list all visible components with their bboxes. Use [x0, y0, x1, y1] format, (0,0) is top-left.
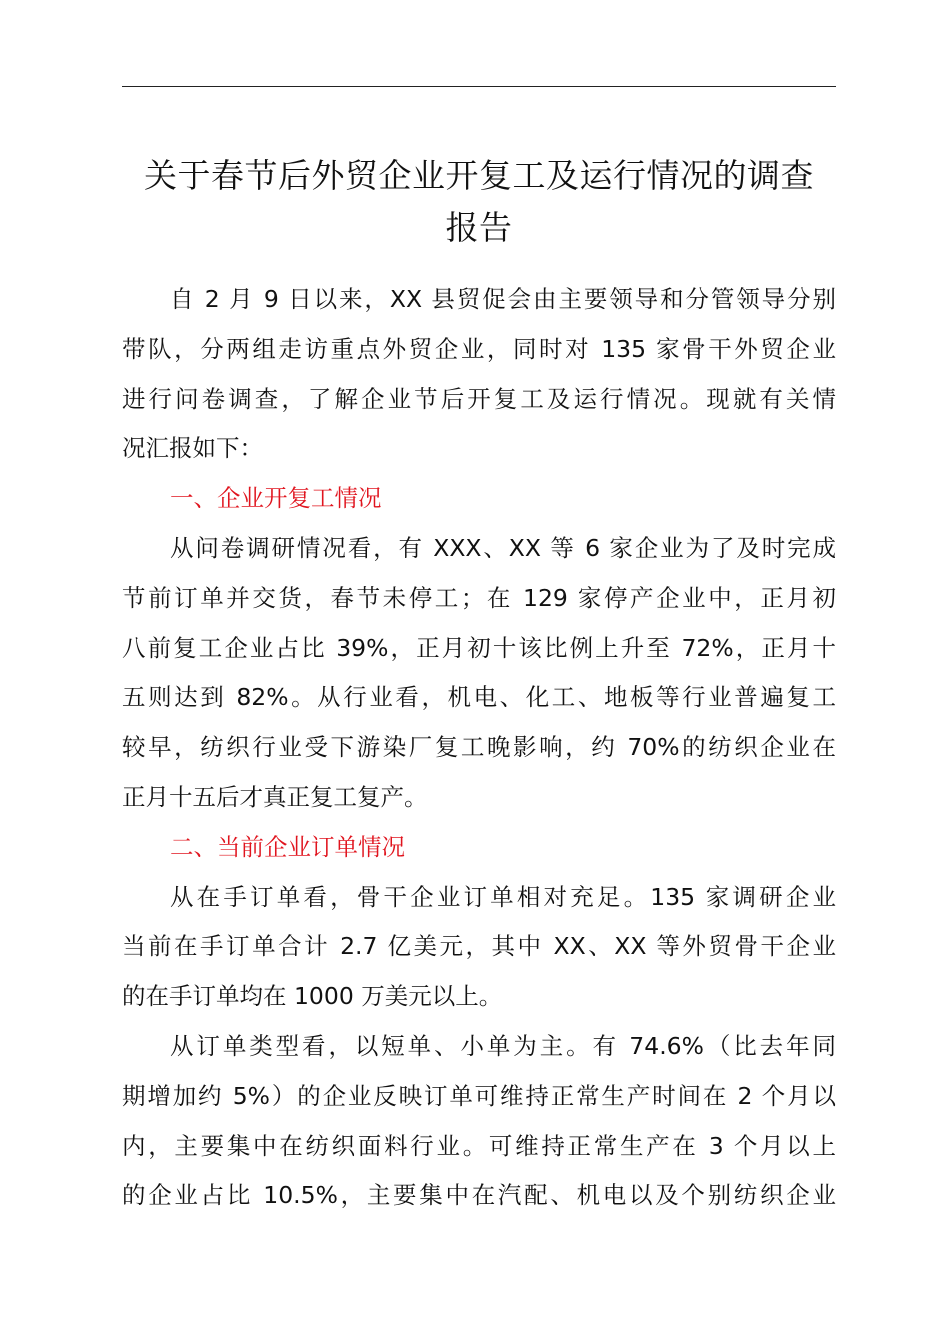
title-line: 关于春节后外贸企业开复工及运行情况的调查	[144, 156, 814, 195]
paragraph-reopening	[122, 524, 836, 823]
text-line: 期增加约 5%）的企业反映订单可维持正常生产时间在 2 个月以	[122, 1081, 836, 1110]
paragraph-intro	[122, 275, 836, 474]
text-line: 进行问卷调查，了解企业节后开复工及运行情况。现就有关情	[122, 384, 836, 413]
document-title	[115, 150, 843, 254]
text-line: 从在手订单看，骨干企业订单相对充足。135 家调研企业	[170, 882, 836, 911]
document-body	[122, 275, 836, 1221]
text-line: 的在手订单均在 1000 万美元以上。	[122, 982, 503, 1011]
paragraph-order-types	[122, 1022, 836, 1221]
text-line: 正月十五后才真正复工复产。	[122, 782, 428, 811]
text-line: 当前在手订单合计 2.7 亿美元，其中 XX、XX 等外贸骨干企业	[122, 932, 836, 961]
text-line: 内，主要集中在纺织面料行业。可维持正常生产在 3 个月以上	[122, 1131, 836, 1160]
section-heading: 二、当前企业订单情况	[170, 832, 405, 861]
header-rule	[122, 86, 836, 87]
text-line: 节前订单并交货，春节未停工；在 129 家停产企业中，正月初	[122, 583, 836, 612]
text-line: 自 2 月 9 日以来，XX 县贸促会由主要领导和分管领导分别	[170, 285, 836, 313]
text-line: 八前复工企业占比 39%，正月初十该比例上升至 72%，正月十	[122, 633, 836, 662]
text-line: 较早，纺织行业受下游染厂复工晚影响，约 70%的纺织企业在	[122, 733, 836, 762]
text-line: 从订单类型看，以短单、小单为主。有 74.6%（比去年同	[170, 1031, 836, 1060]
text-line: 况汇报如下：	[122, 434, 263, 463]
section-heading: 一、企业开复工情况	[170, 484, 382, 513]
text-line: 五则达到 82%。从行业看，机电、化工、地板等行业普遍复工	[122, 683, 836, 712]
text-line: 带队，分两组走访重点外贸企业，同时对 135 家骨干外贸企业	[122, 334, 836, 363]
text-line: 从问卷调研情况看，有 XXX、XX 等 6 家企业为了及时完成	[170, 533, 836, 562]
text-line: 的企业占比 10.5%，主要集中在汽配、机电以及个别纺织企业	[122, 1181, 836, 1210]
paragraph-orders-on-hand	[122, 873, 836, 1022]
title-line: 报告	[445, 208, 513, 247]
